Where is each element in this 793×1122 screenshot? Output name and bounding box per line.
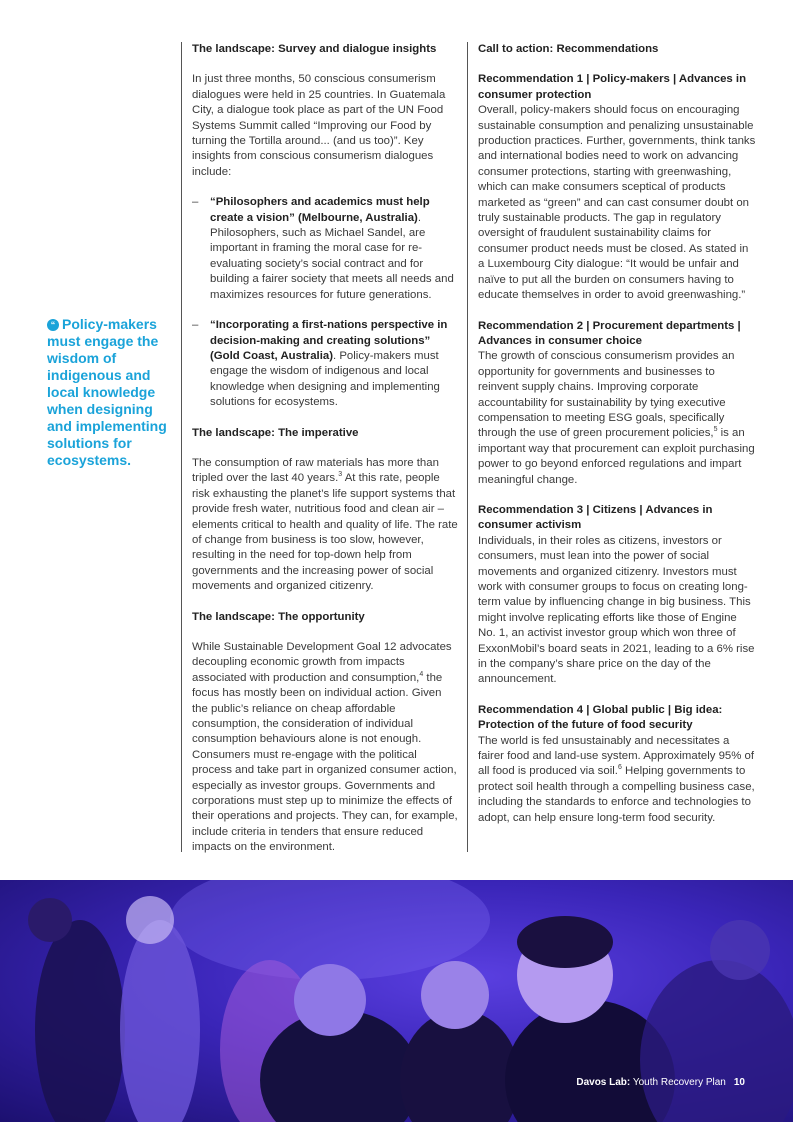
dash-marker: – [192,319,199,332]
left-column [181,42,459,852]
footnote-ref[interactable]: 6 [617,764,622,772]
paragraph: While Sustainable Development Goal 12 advocates decoupling economic growth from impacts associated with production and consumption,$^4$ the focus has mostly been on individual action. Given the public’s reliance on cheap affordable consumption, the consideration of individual consumption behaviours alone is not enough. Consumers must re-engage with the political process and take part in organized consumer action, especially as investor groups. Governments and corporations must step up to minimize the effects of their operations and projects. They can, for example, include criteria in tenders that ensure reduced impacts on the environment. [192,641,458,854]
recommendation-title: Recommendation 3 | Citizens | Advances in consumer activism [478,503,713,532]
recommendation-title: Recommendation 4 | Global public | Big idea: Protection of the future of food security [478,703,723,732]
section-heading: The landscape: Survey and dialogue insights [192,43,437,55]
paragraph: The consumption of raw materials has more than tripled over the last 40 years.$^3$ At this rate, people risk exhausting the planet’s life support systems that provide fresh water, nutritious food and clean air – elements critical to health and quality of life. The rate of change from business is too slow, however, resulting in the need for top-down help from governments and the increasing power of social movements and organized citizenry. [192,456,458,593]
dash-marker: – [192,196,199,209]
section-heading: Call to action: Recommendations [478,43,659,55]
section-heading: The landscape: The imperative [192,426,359,439]
bullet-text: . Policy-makers must engage the wisdom of indigenous and local knowledge when designing and implementing solutions for ecosystems. [210,349,440,409]
paragraph: Overall, policy-makers should focus on encouraging sustainable consumption and penalizing unsustainable production practices. Further, governments, think tanks and international bodies need to work on advancing consumer protections, starting with greenwashing, which can make consumers sceptical of products marketed as “green” and can cast consumer doubt on truly sustainable products. The gap in regulatory oversight of fraudulent sustainability claims for consumer product needs must be closed. As stated in a Luxembourg City dialogue: “It would be unfair and naïve to put all the burden on consumers having to educate themselves in order to avoid greenwashing.” [478,104,756,302]
section-heading: The landscape: The opportunity [192,610,365,623]
bullet-text: . Philosophers, such as Michael Sandel, are important in framing the moral case for re-evaluating society’s social contract and for building a fairer society that meets all needs and maximizes resources for future generations. [210,211,454,301]
bullet-title: “Incorporating a first-nations perspective in decision-making and creating solutions” (Gold Coast, Australia) [210,319,448,362]
recommendation-title: Recommendation 1 | Policy-makers | Advances in consumer protection [478,73,747,101]
recommendation-title: Recommendation 2 | Procurement departments | Advances in consumer choice [478,319,741,347]
quote-icon: “ [47,319,59,331]
right-column [467,42,757,852]
footnote-ref[interactable]: 5 [713,426,718,434]
footnote-ref[interactable]: 4 [419,671,424,679]
pull-quote [47,316,169,469]
footer-brand: Davos Lab: [576,1077,631,1088]
bullet-title: “Philosophers and academics must help create a vision” (Melbourne, Australia) [210,196,430,224]
paragraph: In just three months, 50 conscious consumerism dialogues were held in 25 countries. In Guatemala City, a dialogue took place as part of the UN Food Systems Summit called “Improving our Food by turning the Tortilla around... (and us too)”. Key insights from conscious consumerism dialogues include: [192,73,446,178]
footer-title: Youth Recovery Plan [630,1077,726,1088]
bullet-item [192,195,459,303]
paragraph: The growth of conscious consumerism provides an opportunity for governments and businesses to reinvent supply chains. Improving corporate accountability for sustainability by tying executive compensation to meeting ESG goals, specifically through the use of green procurement policies,$^5$ is an important way that procurement can exploit purchasing power to go beyond enforced regulations and impart meaningful change. [478,350,755,486]
page-footer [576,1077,745,1088]
pull-quote-text: Policy-makers must engage the wisdom of indigenous and local knowledge when designing and implementing solutions for ecosystems. [47,316,167,468]
bullet-item [192,318,459,410]
page-number: 10 [733,1077,745,1088]
footnote-ref[interactable]: 3 [338,471,343,479]
paragraph: The world is fed unsustainably and necessitates a fairer food and land-use system. Approximately 95% of all food is produced via soil.$^6$ Helping governments to protect soil health through a compelling business case, including the standards to enforce and technologies to adopt, can help ensure long-term food security. [478,734,755,824]
paragraph: Individuals, in their roles as citizens, investors or consumers, must lean into the power of social movements and organized citizenry. Investors must work with consumer groups to focus on creating long-term value by influencing change in big business. This might involve replicating efforts like those of Engine No. 1, an activist investor group which won three of ExxonMobil’s board seats in 2021, leading to a 6% rise in the company’s share price on the day of the announcement. [478,534,755,686]
